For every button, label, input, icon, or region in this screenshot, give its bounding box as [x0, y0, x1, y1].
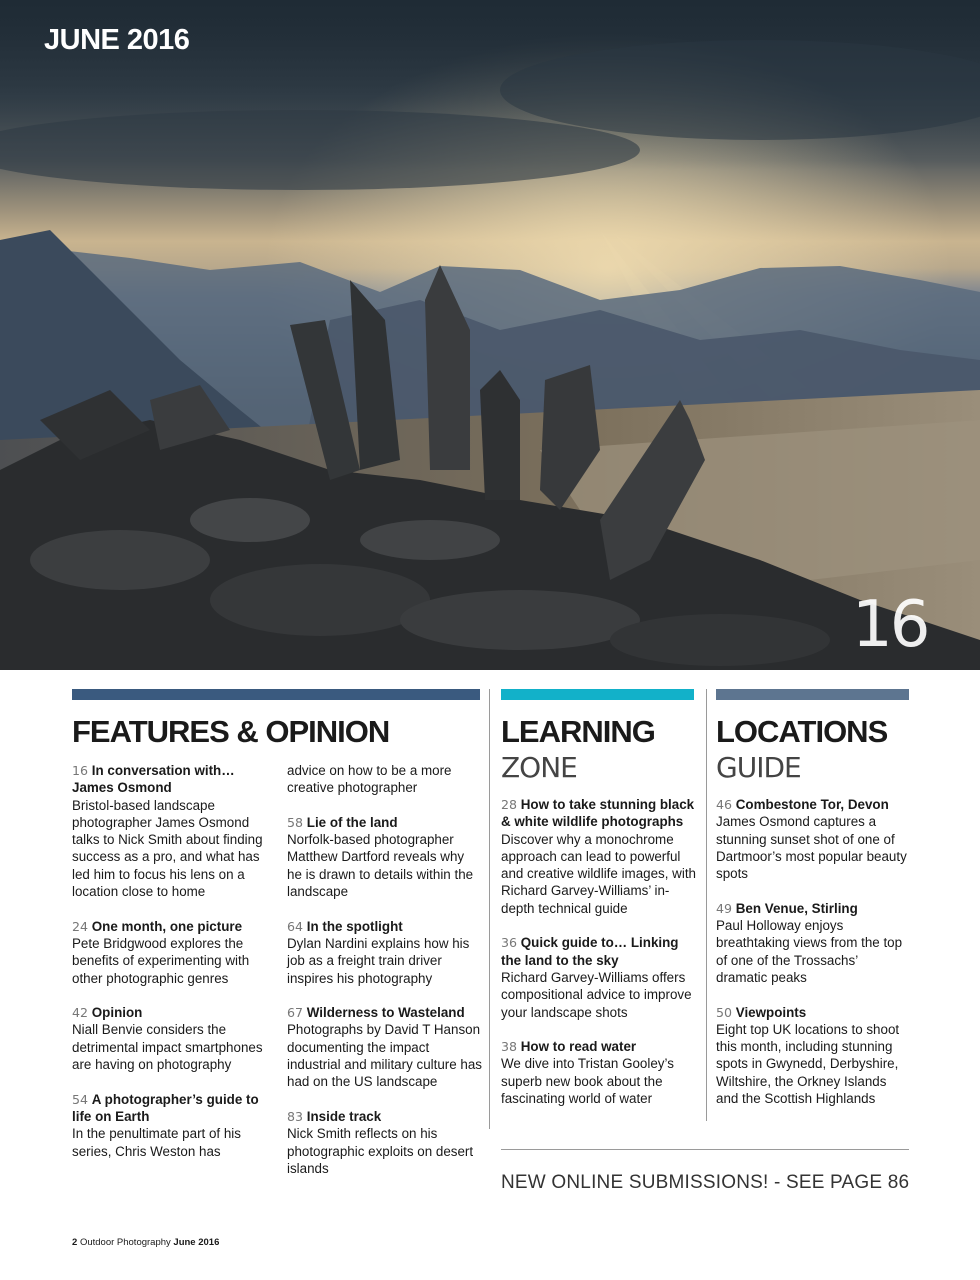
item-title: In conversation with… James Osmond [72, 763, 235, 796]
issue-date: JUNE 2016 [44, 24, 190, 56]
item-page-number: 64 [287, 918, 304, 934]
item-page-number: 38 [501, 1039, 518, 1055]
item-title: How to read water [520, 1039, 637, 1055]
contents-item[interactable] [716, 1004, 911, 1108]
item-page-number: 58 [287, 814, 304, 830]
features-section-title: FEATURES & OPINION [72, 714, 390, 749]
contents-item[interactable] [72, 1091, 272, 1160]
item-title: Lie of the land [306, 814, 398, 830]
item-page-number: 42 [72, 1005, 89, 1021]
page-number: 16 [852, 588, 928, 662]
item-description: In the penultimate part of his series, Chris Weston has [72, 1126, 241, 1159]
item-title: In the spotlight [306, 918, 403, 934]
contents-item[interactable] [716, 900, 911, 986]
contents-item[interactable] [716, 796, 911, 882]
contents-item-continuation: advice on how to be a more creative photographer [287, 763, 452, 796]
item-description: Norfolk-based photographer Matthew Dartford reveals why he is drawn to details within the landscape [287, 832, 474, 900]
item-page-number: 28 [501, 797, 518, 812]
item-page-number: 16 [72, 763, 89, 778]
learning-column [501, 796, 696, 1125]
item-page-number: 67 [287, 1005, 304, 1021]
locations-accent-bar [716, 689, 909, 700]
features-accent-bar [72, 689, 480, 700]
item-title: Quick guide to… Linking the land to the sky [501, 935, 679, 968]
contents-item[interactable] [501, 934, 696, 1020]
item-page-number: 50 [716, 1004, 733, 1020]
footer-page-number: 2 [72, 1237, 78, 1248]
page-footer [72, 1237, 219, 1248]
item-description: Richard Garvey-Williams offers compositional advice to improve your landscape shots [501, 969, 692, 1020]
item-title: Wilderness to Wasteland [306, 1005, 465, 1021]
locations-section-title: LOCATIONS [716, 714, 888, 749]
item-page-number: 49 [716, 900, 733, 916]
item-title: Inside track [306, 1108, 382, 1124]
item-title: Opinion [91, 1005, 143, 1021]
locations-column [716, 796, 911, 1125]
item-page-number: 54 [72, 1091, 89, 1107]
item-description: Niall Benvie considers the detrimental impact smartphones are having on photography [72, 1022, 263, 1073]
item-description: Nick Smith reflects on his photographic exploits on desert islands [287, 1126, 474, 1176]
column-divider [489, 689, 490, 1129]
item-description: Dylan Nardini explains how his job as a freight train driver inspires his photography [287, 935, 470, 986]
contents-item[interactable] [501, 1038, 696, 1107]
contents-item[interactable] [287, 1108, 482, 1177]
item-page-number: 24 [72, 918, 89, 934]
item-title: Combestone Tor, Devon [735, 797, 889, 812]
item-title: How to take stunning black & white wildlife photographs [501, 797, 695, 830]
item-description: Bristol-based landscape photographer James Osmond talks to Nick Smith about finding success as a pro, and what has led him to focus his lens on a location close to home [72, 797, 263, 900]
features-column-left [72, 762, 272, 1177]
item-page-number: 36 [501, 935, 518, 951]
submissions-banner[interactable]: NEW ONLINE SUBMISSIONS! - SEE PAGE 86 [501, 1172, 910, 1193]
item-page-number: 46 [716, 797, 733, 812]
item-title: Ben Venue, Stirling [735, 900, 858, 916]
item-title: A photographer’s guide to life on Earth [72, 1091, 259, 1124]
contents-item[interactable] [72, 918, 272, 987]
contents-item[interactable] [287, 1004, 482, 1090]
item-description: Paul Holloway enjoys breathtaking views from the top of one of the Trossachs’ dramatic peaks [716, 918, 903, 985]
column-divider [706, 689, 707, 1121]
contents-item[interactable] [72, 1004, 272, 1073]
item-title: Viewpoints [735, 1004, 807, 1020]
learning-accent-bar [501, 689, 694, 700]
item-description: Discover why a monochrome approach can lead to powerful and creative wildlife images, with Richard Garvey-Williams’ in-depth technical guide [501, 831, 696, 916]
item-description: Photographs by David T Hanson documenting the impact industrial and military culture has had on the US landscape [287, 1022, 482, 1090]
item-description: Eight top UK locations to shoot this month, including stunning spots in Gwynedd, Derbyshire, Wiltshire, the Orkney Islands and the Scottish Highlands [716, 1021, 900, 1107]
contents-item[interactable] [72, 762, 272, 900]
item-description: James Osmond captures a stunning sunset shot of one of Dartmoor’s most popular beauty spots [716, 814, 907, 882]
item-title: One month, one picture [91, 918, 243, 934]
contents-item[interactable] [501, 796, 696, 917]
footer-magazine-name: Outdoor Photography [79, 1237, 171, 1248]
footer-issue: June 2016 [173, 1237, 220, 1248]
locations-section-subtitle: GUIDE [716, 751, 801, 784]
horizontal-divider [501, 1149, 909, 1150]
item-page-number: 83 [287, 1108, 304, 1124]
features-column-right [287, 762, 482, 1194]
item-description: Pete Bridgwood explores the benefits of experimenting with other photographic genres [72, 935, 250, 986]
contents-item[interactable] [287, 814, 482, 900]
learning-section-subtitle: ZONE [501, 751, 577, 784]
contents-item[interactable] [287, 918, 482, 987]
learning-section-title: LEARNING [501, 714, 655, 749]
item-description: We dive into Tristan Gooley’s superb new book about the fascinating world of water [501, 1056, 674, 1107]
